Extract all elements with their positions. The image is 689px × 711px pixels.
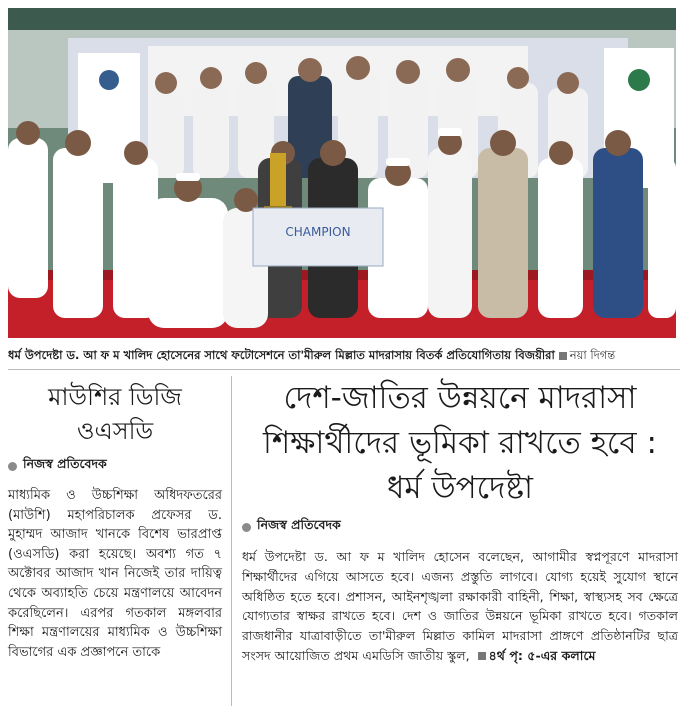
left-byline-text: নিজস্ব প্রতিবেদক bbox=[23, 456, 107, 471]
right-body-paragraph bbox=[242, 547, 678, 666]
bullet-dot-icon bbox=[242, 523, 251, 532]
square-bullet-icon bbox=[559, 352, 567, 360]
left-body: মাধ্যমিক ও উচ্চশিক্ষা অধিদফতরের (মাউশি) মহাপরিচালক প্রফেসর ড. মুহাম্মদ আজাদ খানকে বিশেষ ভারপ্রাপ্ত (ওএসডি) করা হয়েছে। অবশ্য গত ৭ অক্টোবর আজাদ খান নিজেই তার দায়িত্ব থেকে অব্যাহতি চেয়ে মন্ত্রণালয়ে আবেদন করেছিলেন। এরপর গতকাল মঙ্গলবার শিক্ষা মন্ত্রণালয়ের মাধ্যমিক ও উচ্চশিক্ষা বিভাগের এক প্রজ্ঞাপনে তাকে bbox=[8, 488, 222, 660]
left-byline bbox=[8, 456, 222, 476]
left-headline: মাউশির ডিজি ওএসডি bbox=[48, 383, 182, 445]
right-byline bbox=[242, 517, 678, 537]
horizontal-divider bbox=[8, 369, 680, 370]
bullet-dot-icon bbox=[8, 462, 17, 471]
column-divider bbox=[231, 376, 232, 706]
placard-label: CHAMPION bbox=[285, 225, 351, 239]
square-bullet-icon bbox=[478, 652, 486, 660]
jump-text: ৪র্থ পৃ: ৫-এর কলামে bbox=[488, 647, 596, 663]
left-article bbox=[8, 376, 222, 662]
caption-source: নয়া দিগন্ত bbox=[569, 348, 616, 362]
news-photo bbox=[8, 8, 676, 338]
right-byline-text: নিজস্ব প্রতিবেদক bbox=[257, 517, 341, 532]
right-headline: দেশ-জাতির উন্নয়নে মাদরাসা শিক্ষার্থীদের ভূমিকা রাখতে হবে : ধর্ম উপদেষ্টা bbox=[263, 380, 657, 506]
right-article bbox=[242, 376, 678, 666]
continued-jump bbox=[474, 648, 596, 663]
photo-caption bbox=[8, 345, 680, 365]
caption-text: ধর্ম উপদেষ্টা ড. আ ফ ম খালিদ হোসেনের সাথে ফটোসেশনে তা'মীরুল মিল্লাত মাদরাসায় বিতর্ক প্রতিযোগিতায় বিজয়ীরা bbox=[8, 348, 555, 362]
right-body: ধর্ম উপদেষ্টা ড. আ ফ ম খালিদ হোসেন বলেছেন, আগামীর স্বপ্নপূরণে মাদরাসা শিক্ষার্থীদের এগিয়ে আসতে হবে। এজন্য প্রস্তুতি লাগবে। যোগ্য হয়েই সুযোগ স্থানে অধিষ্ঠিত হতে হবে। প্রশাসন, আইনশৃঙ্খলা রক্ষাকারী বাহিনী, শিক্ষা, স্বাস্থ্যসহ সব ক্ষেত্রে যোগ্যতার স্বাক্ষর রাখতে হবে। দেশ ও জাতির উন্নয়নে ভূমিকা রাখতে হবে। গতকাল রাজধানীর যাত্রাবাড়ীতে তা'মীরুল মিল্লাত কামিল মাদরাসা প্রাঙ্গণে প্রতিষ্ঠানটির ছাত্র সংসদ আয়োজিত প্রথম এমডিসি জাতীয় স্কুল, bbox=[242, 549, 678, 663]
photo-image bbox=[8, 8, 676, 338]
